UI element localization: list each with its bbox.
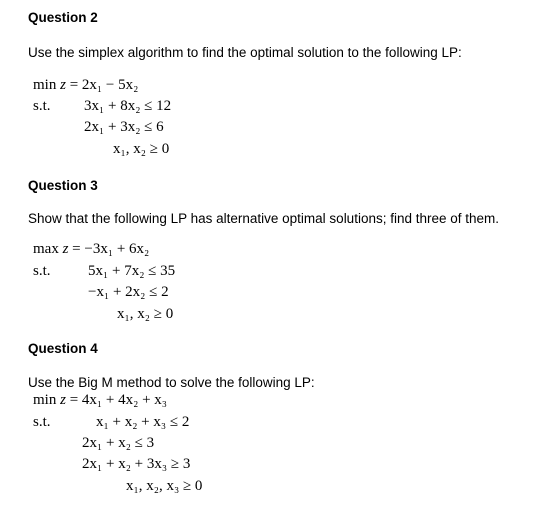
q2-heading: Question 2 bbox=[28, 10, 98, 25]
q4-constraint-1: x₁ + x₂ + x₃ ≤ 2 bbox=[96, 414, 190, 430]
q4-constraint-2: 2x₁ + x₂ ≤ 3 bbox=[82, 435, 155, 451]
q3-nonnegativity: x₁, x₂ ≥ 0 bbox=[117, 306, 174, 322]
q3-obj-rhs: = −3x₁ + 6x₂ bbox=[72, 241, 150, 257]
q2-obj-rhs: = 2x₁ − 5x₂ bbox=[69, 77, 139, 93]
q4-obj-rhs: = 4x₁ + 4x₂ + x₃ bbox=[69, 392, 168, 408]
q2-constraint-2: 2x₁ + 3x₂ ≤ 6 bbox=[84, 119, 164, 135]
q3-obj-label: max bbox=[33, 241, 59, 257]
q4-obj-label: min bbox=[33, 392, 57, 408]
q4-constraint-3: 2x₁ + x₂ + 3x₃ ≥ 3 bbox=[82, 456, 191, 472]
q3-constraint-1: 5x₁ + 7x₂ ≤ 35 bbox=[88, 263, 176, 279]
q2-st: s.t. bbox=[33, 98, 51, 114]
q4-st: s.t. bbox=[33, 414, 51, 430]
q4-objective: min z = 4x₁ + 4x₂ + x₃ bbox=[33, 392, 168, 408]
q3-prompt: Show that the following LP has alternative optimal solutions; find three of them. bbox=[28, 211, 500, 226]
q4-heading: Question 4 bbox=[28, 341, 98, 356]
q2-obj-label: min bbox=[33, 77, 57, 93]
q3-heading: Question 3 bbox=[28, 178, 98, 193]
q2-prompt: Use the simplex algorithm to find the optimal solution to the following LP: bbox=[28, 45, 462, 60]
q2-objective: min z = 2x₁ − 5x₂ bbox=[33, 77, 139, 93]
q2-nonnegativity: x₁, x₂ ≥ 0 bbox=[113, 141, 170, 157]
q3-st: s.t. bbox=[33, 263, 51, 279]
q3-objective: max z = −3x₁ + 6x₂ bbox=[33, 241, 150, 257]
q4-prompt: Use the Big M method to solve the following LP: bbox=[28, 375, 315, 390]
q2-constraint-1: 3x₁ + 8x₂ ≤ 12 bbox=[84, 98, 172, 114]
q3-constraint-2: −x₁ + 2x₂ ≤ 2 bbox=[88, 284, 169, 300]
q4-nonnegativity: x₁, x₂, x₃ ≥ 0 bbox=[126, 478, 203, 494]
